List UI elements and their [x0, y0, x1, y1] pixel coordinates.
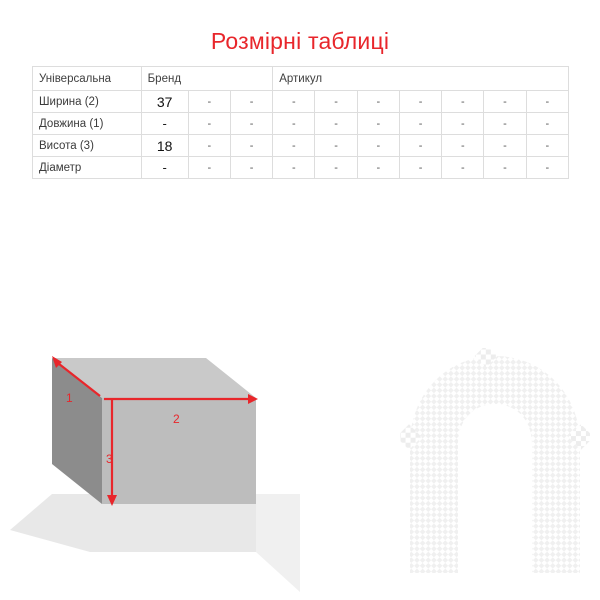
cell-width-8: -	[484, 91, 526, 113]
cell-diameter-6: -	[399, 157, 441, 179]
dimension-label-height: 3	[106, 452, 113, 466]
page-title: Розмірні таблиці	[210, 28, 390, 54]
cell-diameter-8: -	[484, 157, 526, 179]
table-row	[33, 113, 569, 135]
dimension-label-width: 2	[173, 412, 180, 426]
cell-height-7: -	[442, 135, 484, 157]
cell-width-6: -	[399, 91, 441, 113]
table-header-row	[33, 67, 569, 91]
box-dimension-diagram	[10, 342, 300, 592]
cell-length-7: -	[442, 113, 484, 135]
cell-width-1: -	[188, 91, 230, 113]
table-row	[33, 91, 569, 113]
cell-height-0: 18	[141, 135, 188, 157]
cell-diameter-9: -	[526, 157, 568, 179]
cell-length-3: -	[273, 113, 315, 135]
table-header-article: Артикул	[273, 67, 569, 91]
cell-length-0: -	[141, 113, 188, 135]
cell-width-5: -	[357, 91, 399, 113]
cell-diameter-4: -	[315, 157, 357, 179]
cell-width-3: -	[273, 91, 315, 113]
table-row	[33, 135, 569, 157]
row-label-width: Ширина (2)	[33, 91, 142, 113]
cell-length-9: -	[526, 113, 568, 135]
cell-diameter-3: -	[273, 157, 315, 179]
cell-length-4: -	[315, 113, 357, 135]
dimension-label-length: 1	[66, 391, 73, 405]
cell-width-7: -	[442, 91, 484, 113]
cell-height-5: -	[357, 135, 399, 157]
table-row	[33, 157, 569, 179]
row-label-height: Висота (3)	[33, 135, 142, 157]
cell-width-9: -	[526, 91, 568, 113]
cell-length-5: -	[357, 113, 399, 135]
row-label-length: Довжина (1)	[33, 113, 142, 135]
arch-shape	[410, 356, 580, 573]
cell-diameter-0: -	[141, 157, 188, 179]
cell-width-4: -	[315, 91, 357, 113]
cell-length-8: -	[484, 113, 526, 135]
cell-width-0: 37	[141, 91, 188, 113]
cell-diameter-1: -	[188, 157, 230, 179]
row-label-diameter: Діаметр	[33, 157, 142, 179]
box-shadow-right	[256, 494, 300, 592]
table-header-universal: Універсальна	[33, 67, 142, 91]
cell-height-6: -	[399, 135, 441, 157]
cell-height-4: -	[315, 135, 357, 157]
cell-height-8: -	[484, 135, 526, 157]
cell-length-1: -	[188, 113, 230, 135]
cell-diameter-2: -	[230, 157, 272, 179]
cell-height-3: -	[273, 135, 315, 157]
cell-length-2: -	[230, 113, 272, 135]
table-header-brand: Бренд	[141, 67, 273, 91]
cell-height-9: -	[526, 135, 568, 157]
cell-length-6: -	[399, 113, 441, 135]
cell-diameter-7: -	[442, 157, 484, 179]
cell-diameter-5: -	[357, 157, 399, 179]
cell-height-2: -	[230, 135, 272, 157]
cell-height-1: -	[188, 135, 230, 157]
cell-width-2: -	[230, 91, 272, 113]
size-table	[32, 66, 569, 179]
ornament-watermark	[400, 348, 590, 578]
